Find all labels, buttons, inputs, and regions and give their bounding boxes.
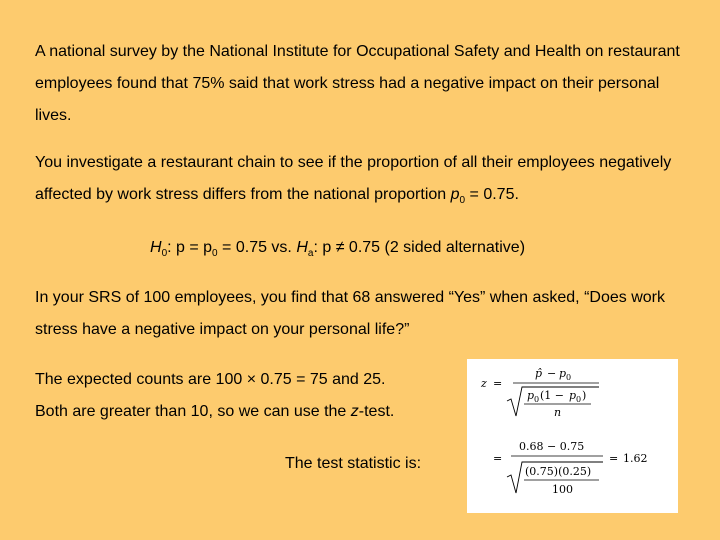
investigate-text: You investigate a restaurant chain to see if the proportion of all their employees negatively affected by work stress differs from the national proportion <box>35 154 672 203</box>
formula-num-1: 0.68 − 0.75 <box>519 440 585 453</box>
formula-denom-den: 100 <box>552 483 573 496</box>
formula-n: n <box>554 406 562 419</box>
formula-p0-expr: p <box>527 389 535 402</box>
z-test-post: -test. <box>358 403 395 420</box>
h0-label: H <box>150 239 162 256</box>
formula-p0-expr-2: p <box>569 389 577 402</box>
z-test-line <box>35 396 465 428</box>
investigate-paragraph <box>35 147 695 217</box>
hypotheses-line <box>150 232 525 270</box>
p0-variable: p <box>450 186 460 203</box>
formula-eq-3: = <box>609 452 619 465</box>
conditions-block <box>35 364 465 428</box>
formula-minus: − <box>547 367 557 380</box>
srs-paragraph: In your SRS of 100 employees, you find that 68 answered “Yes” when asked, “Does work stress have a negative impact on your personal life?” <box>35 289 665 338</box>
z-test-z: z <box>350 403 359 420</box>
formula-p0-sub: 0 <box>566 373 572 382</box>
z-test-pre: Both are greater than 10, so we can use the <box>35 403 351 420</box>
p0-subscript: 0 <box>459 195 466 207</box>
p0-value: = 0.75. <box>465 186 519 203</box>
formula-close-paren: ) <box>582 389 587 402</box>
formula-phat: p̂ <box>535 367 543 380</box>
ha-label: H <box>296 239 308 256</box>
test-statistic-label: The test statistic is: <box>285 455 422 472</box>
formula-eq-1: = <box>493 377 503 390</box>
ha-body: : p ≠ 0.75 (2 sided alternative) <box>313 239 526 256</box>
formula-z: z <box>481 377 487 390</box>
formula-p0-expr-sub: 0 <box>534 395 540 404</box>
expected-counts-line: The expected counts are 100 × 0.75 = 75 and 25. <box>35 371 386 388</box>
formula-one-minus: (1 − <box>540 389 565 402</box>
z-formula-image <box>467 359 678 513</box>
h0-p-subscript: 0 <box>212 248 218 260</box>
h0-subscript: 0 <box>161 248 168 260</box>
formula-p0: p <box>559 367 567 380</box>
z-formula <box>467 359 678 513</box>
h0-end: = 0.75 vs. <box>217 239 297 256</box>
formula-eq-2: = <box>493 452 503 465</box>
ha-subscript: a <box>307 248 314 260</box>
formula-denom-num: (0.75)(0.25) <box>525 465 592 478</box>
h0-body: : p = p <box>167 239 213 256</box>
formula-result: 1.62 <box>623 452 648 465</box>
intro-paragraph: A national survey by the National Institute for Occupational Safety and Health on restaurant employees found that 75% said that work stress had a negative impact on their personal lives. <box>35 43 680 124</box>
formula-p0-expr-2-sub: 0 <box>576 395 582 404</box>
